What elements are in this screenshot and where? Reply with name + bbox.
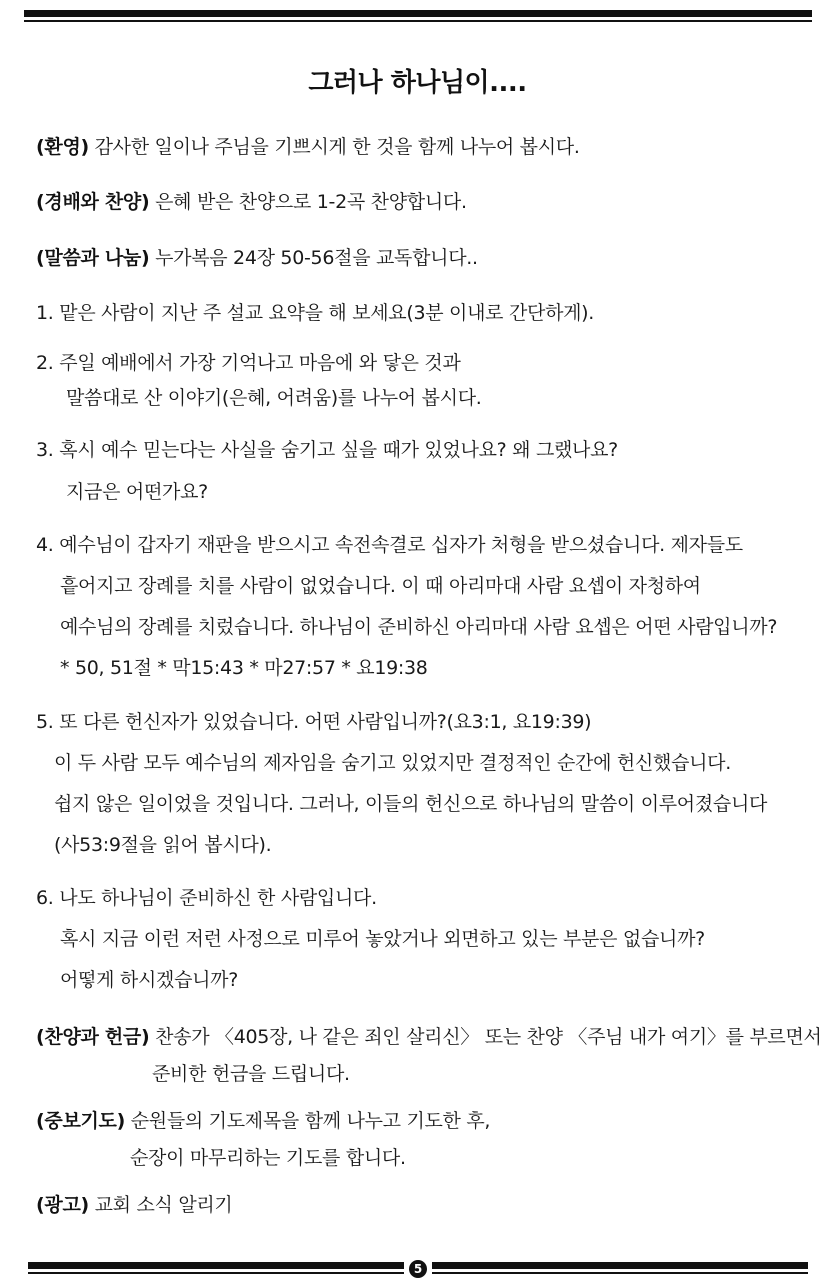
question-6-cont-1: 혹시 지금 이런 저런 사정으로 미루어 놓았거나 외면하고 있는 부분은 없습니까?	[60, 928, 705, 950]
question-6: 6. 나도 하나님이 준비하신 한 사람입니다.	[36, 887, 377, 909]
announcement-line	[36, 1190, 233, 1217]
question-4-cont-1: 흩어지고 장례를 치를 사람이 없었습니다. 이 때 아리마대 사람 요셉이 자청하여	[60, 575, 701, 597]
footer-rule	[28, 1262, 808, 1278]
worship-text: 은혜 받은 찬양으로 1-2곡 찬양합니다.	[149, 191, 467, 213]
prayer-cont: 순장이 마무리하는 기도를 합니다.	[130, 1147, 406, 1169]
question-5-cont-1: 이 두 사람 모두 예수님의 제자임을 숨기고 있었지만 결정적인 순간에 헌신했습니다.	[54, 752, 731, 774]
footer-rule-left	[28, 1262, 404, 1278]
worship-line	[36, 187, 467, 214]
question-5: 5. 또 다른 헌신자가 있었습니다. 어떤 사람입니까?(요3:1, 요19:39)	[36, 711, 592, 733]
welcome-tag: (환영)	[36, 136, 89, 158]
worship-tag: (경배와 찬양)	[36, 191, 150, 213]
prayer-tag: (중보기도)	[36, 1110, 125, 1132]
question-5-cont-3: (사53:9절을 읽어 봅시다).	[54, 834, 272, 856]
question-1: 1. 맡은 사람이 지난 주 설교 요약을 해 보세요(3분 이내로 간단하게).	[36, 302, 595, 324]
question-4-cont-2: 예수님의 장례를 치렀습니다. 하나님이 준비하신 아리마대 사람 요셉은 어떤 사람입니까?	[60, 616, 778, 638]
offering-tag: (찬양과 헌금)	[36, 1026, 150, 1048]
footer-rule-right	[432, 1262, 808, 1278]
announcement-tag: (광고)	[36, 1194, 89, 1216]
question-4-refs: * 50, 51절 * 막15:43 * 마27:57 * 요19:38	[60, 657, 428, 679]
question-6-cont-2: 어떻게 하시겠습니까?	[60, 969, 239, 991]
top-rule-thin	[24, 20, 812, 22]
welcome-line	[36, 132, 580, 159]
question-5-cont-2: 쉽지 않은 일이었을 것입니다. 그러나, 이들의 헌신으로 하나님의 말씀이 이루어졌습니다	[54, 793, 768, 815]
offering-text: 찬송가 〈405장, 나 같은 죄인 살리신〉 또는 찬양 〈주님 내가 여기〉를 부르면서	[149, 1026, 822, 1048]
page-number-badge: 5	[409, 1260, 427, 1278]
prayer-line	[36, 1106, 490, 1133]
question-3-cont: 지금은 어떤가요?	[66, 481, 208, 503]
announcement-text: 교회 소식 알리기	[88, 1194, 233, 1216]
offering-cont: 준비한 헌금을 드립니다.	[152, 1063, 350, 1085]
question-3: 3. 혹시 예수 믿는다는 사실을 숨기고 싶을 때가 있었나요? 왜 그랬나요?	[36, 439, 618, 461]
prayer-text: 순원들의 기도제목을 함께 나누고 기도한 후,	[124, 1110, 491, 1132]
top-rule-thick	[24, 10, 812, 17]
word-tag: (말씀과 나눔)	[36, 247, 150, 269]
question-2-cont: 말씀대로 산 이야기(은혜, 어려움)를 나누어 봅시다.	[66, 387, 482, 409]
question-4: 4. 예수님이 갑자기 재판을 받으시고 속전속결로 십자가 처형을 받으셨습니다. 제자들도	[36, 534, 743, 556]
page-title: 그러나 하나님이....	[308, 68, 527, 98]
welcome-text: 감사한 일이나 주님을 기쁘시게 한 것을 함께 나누어 봅시다.	[88, 136, 580, 158]
word-text: 누가복음 24장 50-56절을 교독합니다..	[149, 247, 478, 269]
question-2: 2. 주일 예배에서 가장 기억나고 마음에 와 닿은 것과	[36, 352, 461, 374]
word-line	[36, 243, 478, 270]
top-rule	[24, 10, 812, 22]
offering-line	[36, 1022, 822, 1049]
